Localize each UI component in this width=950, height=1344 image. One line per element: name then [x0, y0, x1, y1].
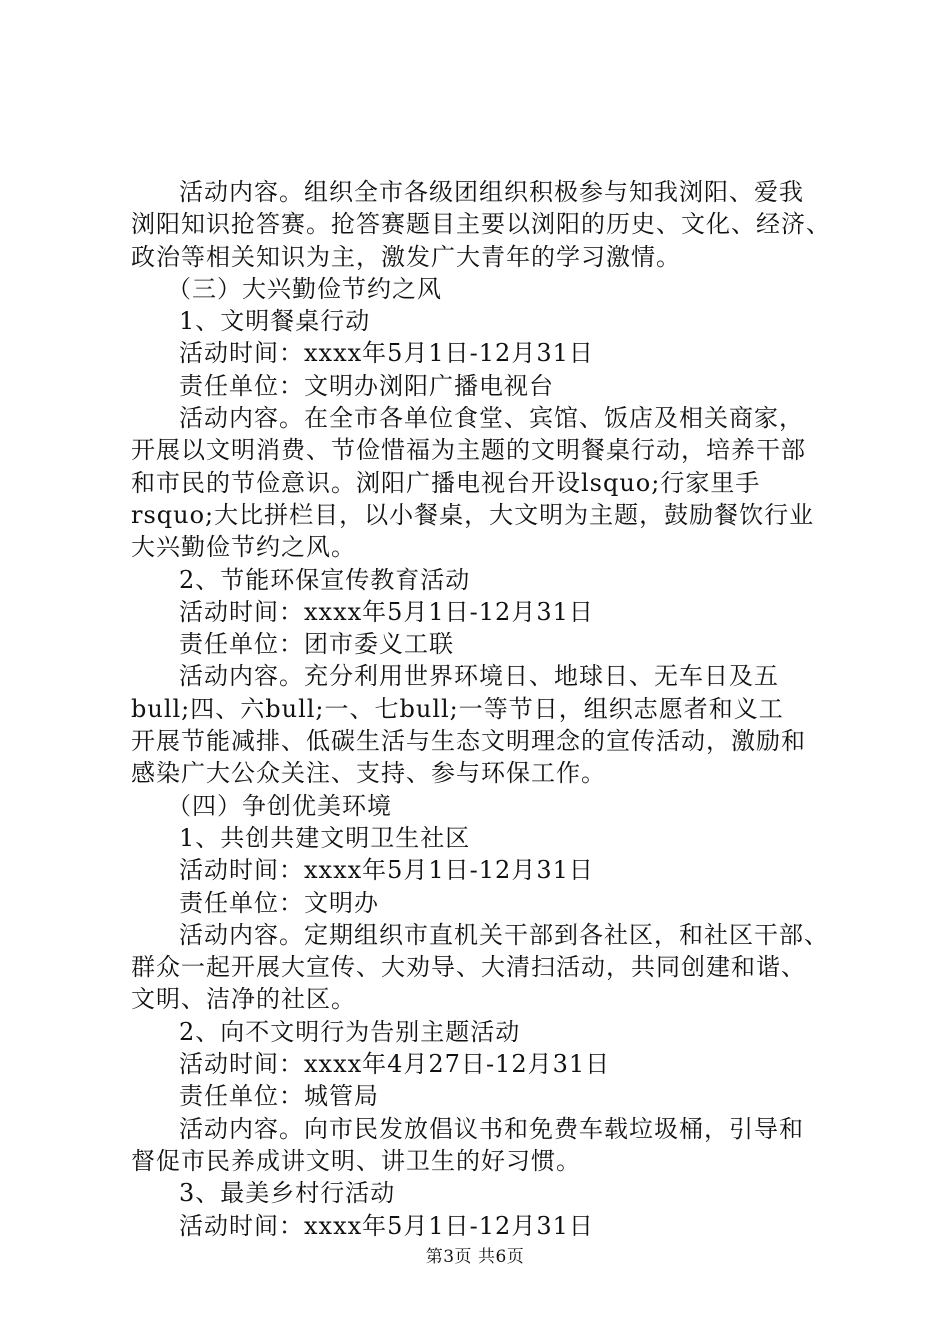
- paragraph-line: 政治等相关知识为主，激发广大青年的学习激情。: [131, 242, 681, 271]
- page-number-footer: 第3页 共6页: [425, 1247, 525, 1267]
- section-heading: （三）大兴勤俭节约之风: [167, 274, 442, 303]
- section-heading: （四）争创优美环境: [167, 791, 392, 820]
- item-heading: 1、共创共建文明卫生社区: [179, 823, 471, 852]
- paragraph-line: 感染广大公众关注、支持、参与环保工作。: [131, 759, 606, 788]
- paragraph-line: 大兴勤俭节约之风。: [131, 533, 356, 562]
- item-heading: 1、文明餐桌行动: [179, 307, 371, 336]
- responsible-unit: 责任单位：文明办: [179, 888, 379, 917]
- paragraph-line: 浏阳知识抢答赛。抢答赛题目主要以浏阳的历史、文化、经济、: [131, 210, 831, 239]
- paragraph-line: bull;四、六bull;一、七bull;一等节日，组织志愿者和义工: [131, 694, 784, 723]
- activity-time: 活动时间：xxxx年4月27日-12月31日: [179, 1050, 611, 1079]
- paragraph-line: 活动内容。向市民发放倡议书和免费车载垃圾桶，引导和: [179, 1114, 804, 1143]
- document-body: [131, 176, 843, 1242]
- responsible-unit: 责任单位：城管局: [179, 1082, 379, 1111]
- paragraph-line: 活动内容。在全市各单位食堂、宾馆、饭店及相关商家，: [179, 404, 804, 433]
- item-heading: 3、最美乡村行活动: [179, 1179, 396, 1208]
- item-heading: 2、节能环保宣传教育活动: [179, 565, 471, 594]
- paragraph-line: 和市民的节俭意识。浏阳广播电视台开设lsquo;行家里手: [131, 468, 761, 497]
- paragraph-line: 群众一起开展大宣传、大劝导、大清扫活动，共同创建和谐、: [131, 953, 806, 982]
- activity-time: 活动时间：xxxx年5月1日-12月31日: [179, 856, 594, 885]
- activity-time: 活动时间：xxxx年5月1日-12月31日: [179, 597, 594, 626]
- paragraph-line: 活动内容。组织全市各级团组织积极参与知我浏阳、爱我: [179, 178, 804, 206]
- paragraph-line: 督促市民养成讲文明、讲卫生的好习惯。: [131, 1146, 581, 1175]
- paragraph-line: 活动内容。充分利用世界环境日、地球日、无车日及五: [179, 662, 779, 691]
- item-heading: 2、向不文明行为告别主题活动: [179, 1017, 521, 1046]
- paragraph-line: 开展节能减排、低碳生活与生态文明理念的宣传活动，激励和: [131, 727, 806, 756]
- paragraph-line: rsquo;大比拼栏目，以小餐桌，大文明为主题，鼓励餐饮行业: [131, 500, 815, 529]
- paragraph-line: 文明、洁净的社区。: [131, 985, 356, 1014]
- activity-time: 活动时间：xxxx年5月1日-12月31日: [179, 339, 594, 368]
- paragraph-line: 活动内容。定期组织市直机关干部到各社区，和社区干部、: [179, 920, 829, 949]
- paragraph-line: 开展以文明消费、节俭惜福为主题的文明餐桌行动，培养干部: [131, 436, 806, 465]
- activity-time: 活动时间：xxxx年5月1日-12月31日: [179, 1211, 594, 1240]
- responsible-unit: 责任单位：团市委义工联: [179, 630, 454, 659]
- responsible-unit: 责任单位：文明办浏阳广播电视台: [179, 371, 554, 400]
